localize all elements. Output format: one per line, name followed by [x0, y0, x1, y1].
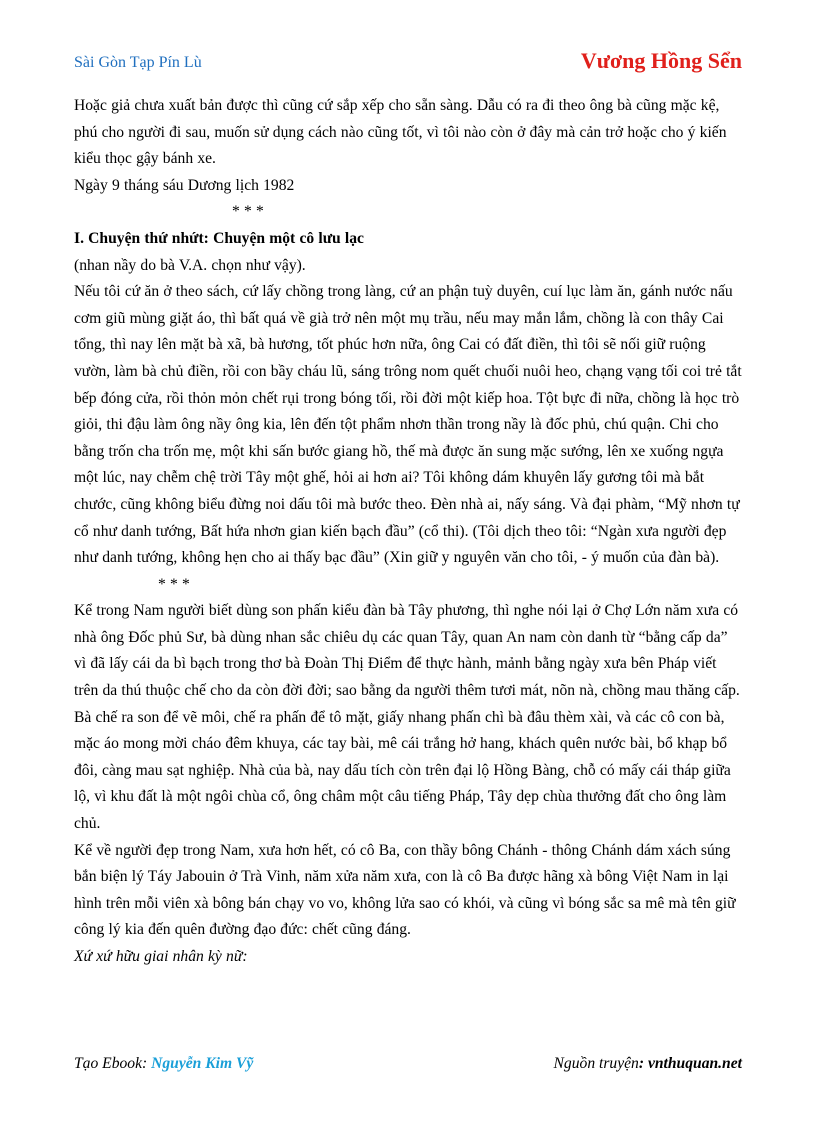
book-title: Sài Gòn Tạp Pín Lù	[74, 54, 202, 71]
source-label: Nguồn truyện	[553, 1055, 639, 1072]
page-header	[74, 48, 742, 78]
ebook-separator: :	[142, 1055, 152, 1072]
paragraph-intro: Hoặc giả chưa xuất bản được thì cũng cứ sắp xếp cho sẵn sàng. Dẫu có ra đi theo ông bà cũng mặc kệ, phú cho người đi sau, muốn sử dụng cách nào cũng tốt, vì tôi nào còn ở đây mà cản trở hoặc cho ý kiến kiểu thọc gậy bánh xe.	[74, 97, 727, 168]
ebook-label: Tạo Ebook	[74, 1055, 143, 1072]
section-separator: * * *	[158, 575, 190, 593]
section-separator: * * *	[232, 203, 264, 221]
date-line: Ngày 9 tháng sáu Dương lịch 1982	[74, 176, 295, 194]
source-site: vnthuquan.net	[647, 1055, 742, 1072]
paragraph-son-phan: Kể trong Nam người biết dùng son phấn kiểu đàn bà Tây phương, thì nghe nói lại ở Chợ Lớn năm xưa có nhà ông Đốc phủ Sư, bà dùng nhan sắc chiêu dụ các quan Tây, quan An nam còn danh từ “bằng cấp da” vì đã lấy cái da bì bạch trong thơ bà Đoàn Thị Điểm để thực hành, mảnh bằng ngày xưa bên Pháp viết trên da thú thuộc chế cho da còn đời đời; sao bằng da người thêm tươi mát, nõn nà, chồng mau thăng cấp. Bà chế ra son để vẽ môi, chế ra phấn để tô mặt, giấy nhang phấn chì bà đâu thèm xài, và các cô con bà, mặc áo mong mời cháo đêm khuya, các tay bài, mê cái trắng hở hang, khách quên nước bài, bổ khạp bổ đôi, càng mau sạt nghiệp. Nhà của bà, nay dấu tích còn trên đại lộ Hồng Bàng, chỗ có mấy cái tháp giữa lộ, vì khu đất là một ngôi chùa cổ, ông châm một câu tiếng Pháp, Tây dẹp chùa thưởng đất cho ông làm chủ.	[74, 602, 740, 833]
page-footer	[74, 1055, 742, 1077]
source-separator: :	[638, 1055, 648, 1072]
ebook-creator-name: Nguyễn Kim Vỹ	[151, 1055, 254, 1072]
chapter-heading: I. Chuyện thứ nhứt: Chuyện một cô lưu lạc	[74, 229, 364, 247]
source-credit	[554, 1055, 742, 1073]
paragraph-nguoi-dep: Kể về người đẹp trong Nam, xưa hơn hết, có cô Ba, con thầy bông Chánh - thông Chánh dám xách súng bắn biện lý Táy Jabouin ở Trà Vinh, năm xửa năm xưa, con là cô Ba được hãng xà bông Việt Nam in lại hình trên mỗi viên xà bông bán chạy vo vo, không lửa sao có khói, và cũng vì bóng sắc sa mê mà tên giữ công lý kia đến quên đường đạo đức: chết cũng đáng.	[74, 841, 736, 939]
paragraph-closing: Xứ xứ hữu giai nhân kỳ nữ:	[74, 948, 248, 965]
author-name: Vương Hồng Sển	[580, 48, 742, 73]
ebook-credit	[74, 1055, 253, 1073]
paragraph-story: Nếu tôi cứ ăn ở theo sách, cứ lấy chồng trong làng, cứ an phận tuỳ duyên, cuí lục làm ăn, gánh nước nấu cơm giũ mùng giặt áo, thì bất quá về già trở nên một mụ trầu, nếu may mắn lắm, chồng là con thây Cai tổng, thì nay lên mặt bà xã, bà hương, tốt phúc hơn nữa, ông Cai có đất điền, thì tôi sẽ nối giữ ruộng vườn, làm bà chủ điền, rồi con bầy cháu lũ, sáng trông nom quết chuối nuôi heo, chạng vạng tối coi trẻ tắt bếp đóng cửa, rồi thỏn mỏn chết rụi trong bóng tối, rồi đời một kiếp hoa. Tột bực đi nữa, chồng là học trò giỏi, thi đậu làm ông nầy ông kia, lên đến tột phẩm nhơn thần trong nầy là đốc phủ, chú quận. Chi cho bằng trốn cha trốn mẹ, một khi sấn bước giang hồ, thế mà được ăn sung mặc sướng, lên xe xuống ngựa một lúc, nay chễm chệ trời Tây một ghế, hỏi ai hơn ai? Tôi không dám khuyên lấy gương tôi mà bắt chước, cũng không biểu đừng noi dấu tôi mà bước theo. Đèn nhà ai, nấy sáng. Và đại phàm, “Mỹ nhơn tự cổ như danh tướng, Bất hứa nhơn gian kiến bạch đầu” (cổ thi). (Tôi dịch theo tôi: “Ngàn xưa người đẹp như danh tướng, không hẹn cho ai thấy bạc đầu” (Xin giữ y nguyên văn cho tôi, - ý muốn của đàn bà).	[74, 283, 742, 567]
chapter-subtitle: (nhan nầy do bà V.A. chọn như vậy).	[74, 256, 306, 274]
page-body	[74, 93, 742, 971]
